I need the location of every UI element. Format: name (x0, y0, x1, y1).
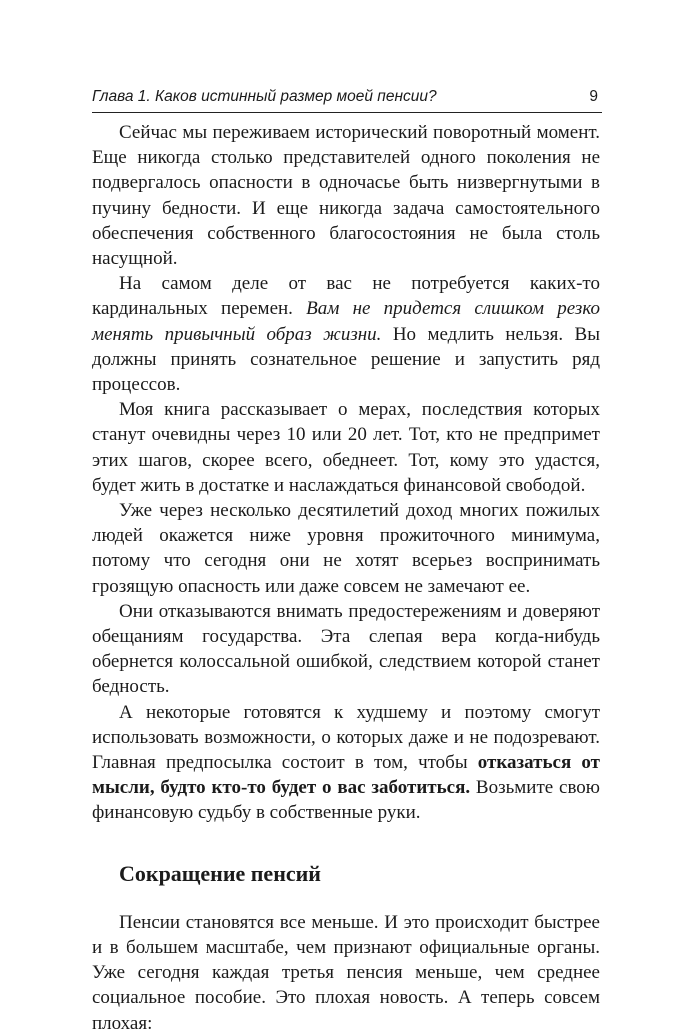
paragraph-1: Сейчас мы переживаем исторический поворотный момент. Еще никогда столько представителей одного поколения не подвергалось опасности в одночасье быть низвергнутыми в пучину бедности. И еще никогда задача самостоятельного обеспечения собственного благосостояния не была столь насущной. (92, 122, 600, 270)
paragraph-4: Уже через несколько десятилетий доход многих пожилых людей окажется ниже уровня прожиточного минимума, потому что сегодня они не хотят всерьез воспринимать грозящую опасность или даже совсем не замечают ее. (92, 500, 600, 597)
section-heading: Сокращение пенсий (119, 860, 321, 886)
running-header (92, 84, 602, 113)
chapter-title: Глава 1. Каков истинный размер моей пенсии? (92, 88, 437, 105)
paragraph-6 (92, 700, 600, 826)
paragraph-2-italic: Вам не придется слишком резко менять привычный образ жизни. (92, 298, 600, 345)
paragraph-2 (92, 271, 600, 397)
paragraph-2-text-c: Но медлить нельзя. Вы должны принять сознательное решение и запустить ряд процессов. (92, 323, 600, 396)
page-number: 9 (589, 88, 598, 105)
paragraph-6-text-a: А некоторые готовятся к худшему и поэтому смогут использовать возможности, о которых даже и не подозревают. Главная предпосылка состоит в том, чтобы (92, 701, 600, 774)
paragraph-3: Моя книга рассказывает о мерах, последствия которых станут очевидны через 10 или 20 лет. Тот, кто не предпримет этих шагов, скорее всего, обеднеет. Тот, кому это удастся, будет жить в достатке и наслаждаться финансовой свободой. (92, 399, 600, 496)
paragraph-6-text-c: Возьмите свою финансовую судьбу в собственные руки. (92, 777, 600, 824)
paragraph-2-text-a: На самом деле от вас не потребуется каких-то кардинальных перемен. (92, 273, 600, 320)
paragraph-6-bold: отказаться от мысли, будто кто-то будет о вас заботиться. (92, 752, 600, 799)
paragraph-5: Они отказываются внимать предостережениям и доверяют обещаниям государства. Эта слепая вера когда-нибудь обернется колоссальной ошибкой, следствием которой станет бедность. (92, 600, 600, 698)
page-body (92, 120, 600, 1036)
section-paragraph-1: Пенсии становятся все меньше. И это происходит быстрее и в большем масштабе, чем признают официальные органы. Уже сегодня каждая третья пенсия меньше, чем среднее социальное пособие. Это плохая новость. А теперь совсем плохая: (92, 911, 600, 1034)
